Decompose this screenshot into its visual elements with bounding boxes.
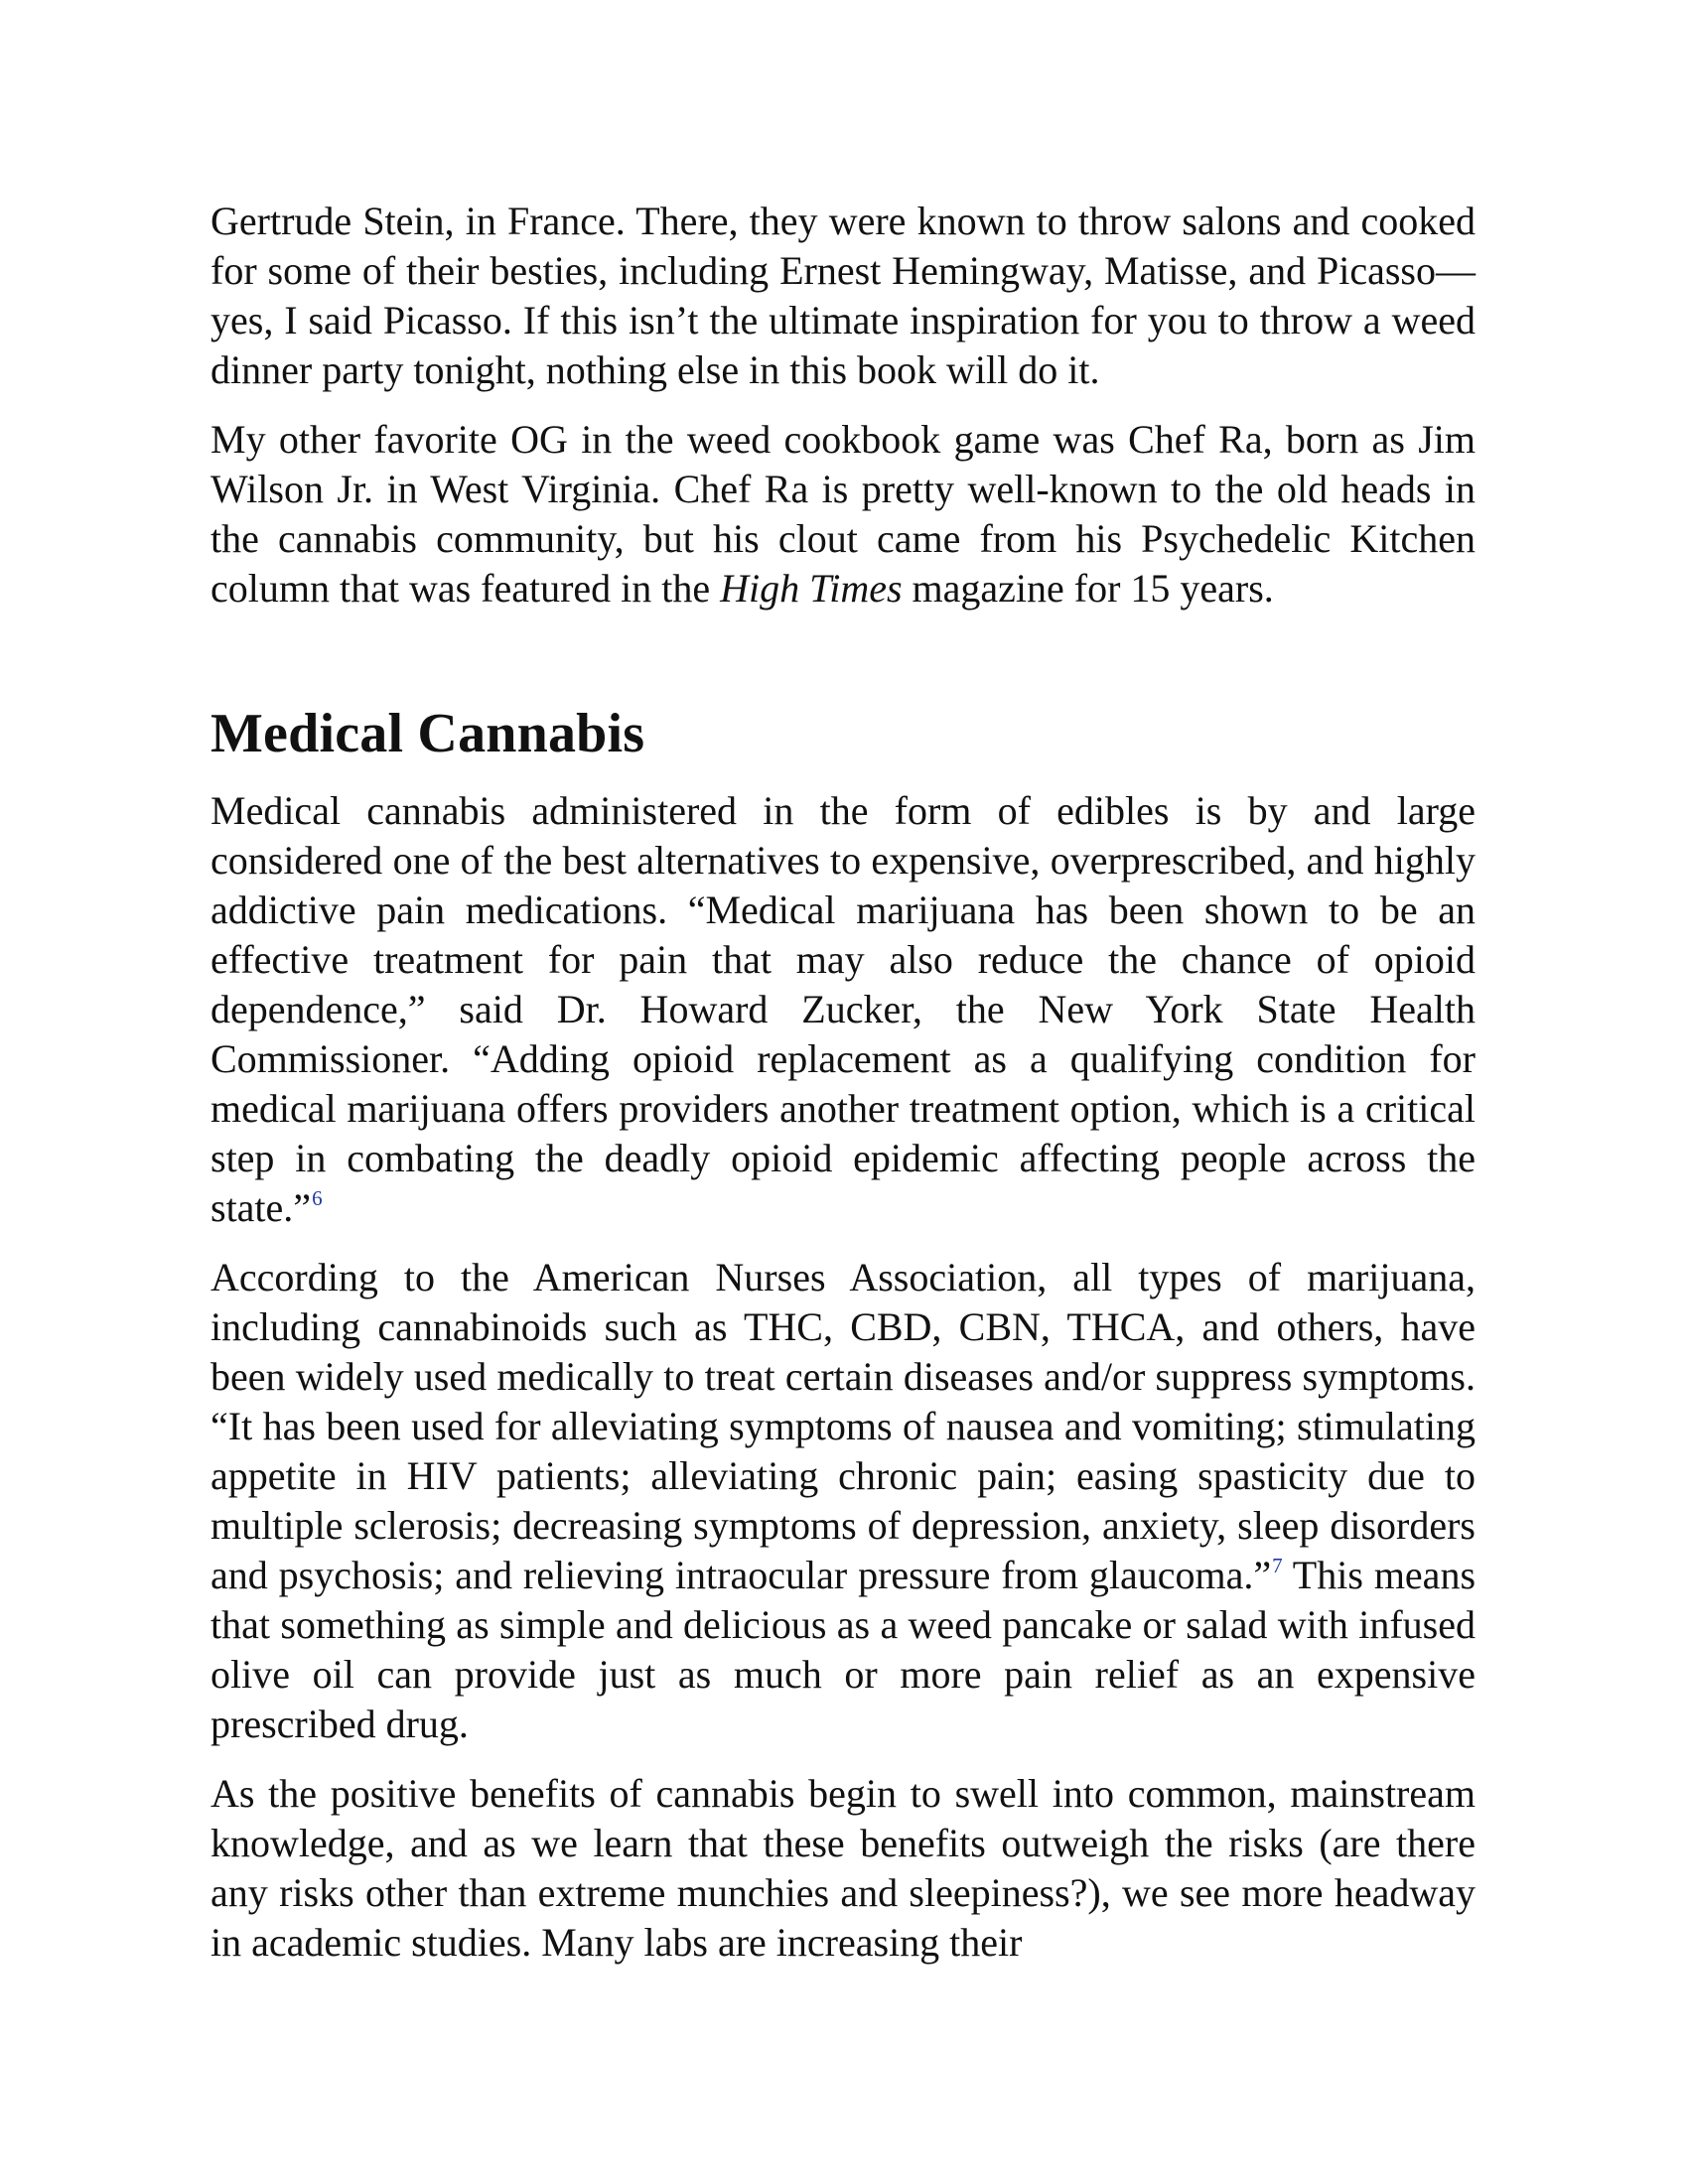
paragraph-medical-edibles: [211, 786, 1476, 1233]
section-heading: Medical Cannabis: [211, 703, 645, 764]
paragraph-chef-ra-text-start: My other favorite OG in the weed cookbook game was Chef Ra, born as Jim Wilson Jr. in West Virginia. Chef Ra is pretty well-known to the old heads in the cannabis community, but his clout came from his Psychedelic Kitchen column that was featured in the: [211, 417, 1476, 611]
footnote-link-6[interactable]: 6: [312, 1186, 323, 1210]
high-times-title: High Times: [720, 566, 903, 611]
paragraph-chef-ra: [211, 415, 1476, 614]
paragraph-medical-edibles-text: Medical cannabis administered in the form of edibles is by and large considered one of the best alternatives to expensive, overprescribed, and highly addictive pain medications. “Medical marijuana has been shown to be an effective treatment for pain that may also reduce the chance of opioid dependence,” said Dr. Howard Zucker, the New York State Health Commissioner. “Adding opioid replacement as a qualifying condition for medical marijuana offers providers another treatment option, which is a critical step in combating the deadly opioid epidemic affecting people across the state.”: [211, 788, 1476, 1230]
paragraph-chef-ra-text-end: magazine for 15 years.: [902, 566, 1274, 611]
document-page: [211, 197, 1476, 1968]
paragraph-nurses-association: [211, 1253, 1476, 1749]
paragraph-stein: Gertrude Stein, in France. There, they were known to throw salons and cooked for some of their besties, including Ernest Hemingway, Matisse, and Picasso—yes, I said Picasso. If this isn’t the ultimate inspiration for you to throw a weed dinner party tonight, nothing else in this book will do it.: [211, 199, 1476, 392]
paragraph-nurses-text-end: This means that something as simple and delicious as a weed pancake or salad with infused olive oil can provide just as much or more pain relief as an expensive prescribed drug.: [211, 1553, 1477, 1746]
paragraph-benefits: As the positive benefits of cannabis begin to swell into common, mainstream knowledge, and as we learn that these benefits outweigh the risks (are there any risks other than extreme munchies and sleepiness?), we see more headway in academic studies. Many labs are increasing their: [211, 1771, 1476, 1965]
footnote-link-7[interactable]: 7: [1272, 1554, 1283, 1577]
paragraph-nurses-text-start: According to the American Nurses Association, all types of marijuana, including cannabinoids such as THC, CBD, CBN, THCA, and others, have been widely used medically to treat certain diseases and/or suppress symptoms. “It has been used for alleviating symptoms of nausea and vomiting; stimulating appetite in HIV patients; alleviating chronic pain; easing spasticity due to multiple sclerosis; decreasing symptoms of depression, anxiety, sleep disorders and psychosis; and relieving intraocular pressure from glaucoma.”: [211, 1255, 1476, 1597]
